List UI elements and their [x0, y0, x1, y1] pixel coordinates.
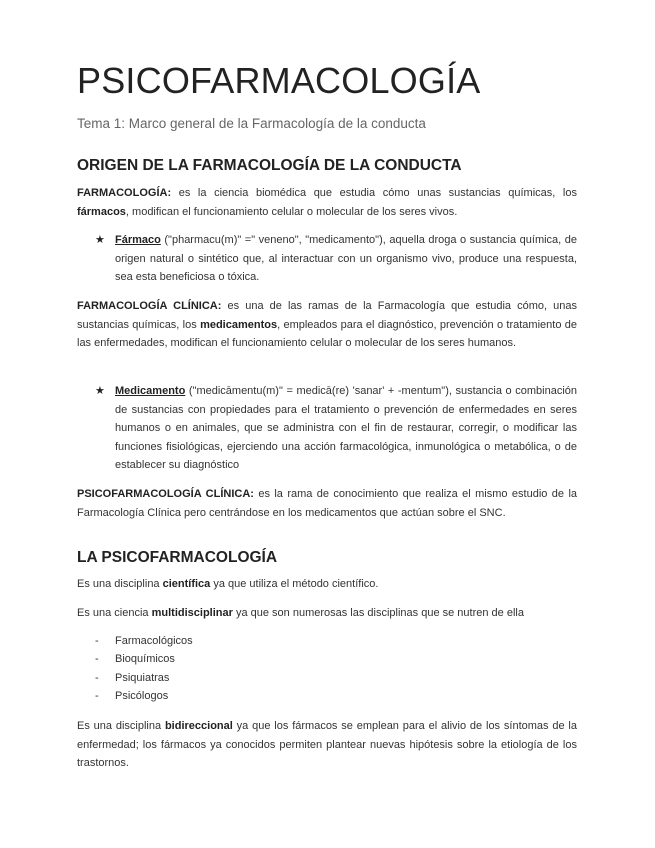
- term-medicamento: Medicamento: [115, 385, 186, 397]
- term-farmacologia-clinica: FARMACOLOGÍA CLÍNICA:: [77, 300, 222, 312]
- paragraph-text: ya que utiliza el método científico.: [210, 578, 379, 590]
- paragraph-text: es la rama de conocimiento que realiza el mismo estudio de la Farmacología Clínica pero centrándose en los medicamentos que actúan sobre el SNC.: [77, 488, 577, 519]
- list-item: [95, 653, 175, 665]
- list-item-text: Bioquímicos: [115, 653, 175, 665]
- paragraph-farmacologia: [77, 184, 577, 221]
- star-bullet-icon: ★: [95, 385, 105, 397]
- list-item-text: Psicólogos: [115, 690, 169, 702]
- bold-multidisciplinar: multidisciplinar: [151, 607, 233, 619]
- bold-cientifica: científica: [162, 578, 211, 590]
- bullet-text: ("medicāmentu(m)" = medicā(re) 'sanar' + -mentum"), sustancia o combinación de sustancias con propiedades para el tratamiento o prevención de enfermedades en seres humanos o en animales, que se administra con el fin de restaurar, corregir, o modificar las funciones fisiológicas, ejerciendo una acción farmacológica, inmunológica o metabólica, o de establecer su diagnóstico: [115, 385, 577, 471]
- bold-bidireccional: bidireccional: [164, 720, 233, 732]
- section-heading-psicofarmacologia: LA PSICOFARMACOLOGÍA: [77, 549, 278, 566]
- page-subtitle: Tema 1: Marco general de la Farmacología de la conducta: [77, 116, 426, 131]
- list-item-text: Psiquiatras: [115, 672, 170, 684]
- dash-bullet: -: [95, 690, 99, 702]
- bold-medicamentos: medicamentos: [200, 318, 278, 331]
- page-title: PSICOFARMACOLOGÍA: [77, 60, 481, 101]
- paragraph-text: ya que los fármacos se emplean para el alivio de los síntomas de la enfermedad; los fármacos ya conocidos permiten plantear nuevas hipótesis sobre la etiología de los trastornos.: [77, 720, 577, 769]
- paragraph-psicofarmacologia-clinica: [77, 485, 577, 522]
- term-farmaco: Fármaco: [115, 234, 161, 246]
- paragraph-text: Es una disciplina: [77, 720, 165, 732]
- term-farmacologia: FARMACOLOGÍA:: [77, 187, 172, 199]
- paragraph-text: ya que son numerosas las disciplinas que se nutren de ella: [232, 607, 524, 619]
- bullet-text: ("pharmacu(m)" =" veneno", "medicamento"), aquella droga o sustancia química, de origen natural o sintético que, al interactuar con un organismo vivo, produce una respuesta, sea esta beneficiosa o tóxica.: [115, 234, 577, 283]
- paragraph-cientifica: [77, 575, 577, 594]
- list-item: [95, 635, 193, 647]
- star-bullet-icon: ★: [95, 234, 105, 246]
- list-item: [95, 672, 169, 684]
- list-item: [95, 690, 168, 702]
- bold-farmacos: fármacos: [77, 205, 126, 218]
- section-heading-origen: ORIGEN DE LA FARMACOLOGÍA DE LA CONDUCTA: [77, 157, 462, 174]
- paragraph-bidireccional: [77, 717, 577, 773]
- dash-bullet: -: [95, 672, 99, 684]
- paragraph-multidisciplinar: [77, 604, 577, 623]
- dash-bullet: -: [95, 653, 99, 665]
- paragraph-text: , empleados para el diagnóstico, prevención o tratamiento de las enfermedades, modifican el funcionamiento celular o molecular de los seres humanos.: [77, 318, 577, 349]
- bullet-medicamento: [95, 382, 577, 475]
- list-item-text: Farmacológicos: [115, 635, 193, 647]
- dash-bullet: -: [95, 635, 99, 647]
- paragraph-text: Es una ciencia: [77, 607, 152, 619]
- bullet-farmaco: [95, 231, 577, 287]
- paragraph-text: Es una disciplina: [77, 578, 163, 590]
- paragraph-farmacologia-clinica: [77, 297, 577, 353]
- paragraph-text: , modifican el funcionamiento celular o molecular de los seres vivos.: [125, 205, 458, 218]
- paragraph-text: es una de las ramas de la Farmacología que estudia cómo, unas sustancias químicas, los: [77, 300, 578, 331]
- term-psicofarmacologia-clinica: PSICOFARMACOLOGÍA CLÍNICA:: [77, 488, 254, 500]
- paragraph-text: es la ciencia biomédica que estudia cómo unas sustancias químicas, los: [171, 187, 577, 199]
